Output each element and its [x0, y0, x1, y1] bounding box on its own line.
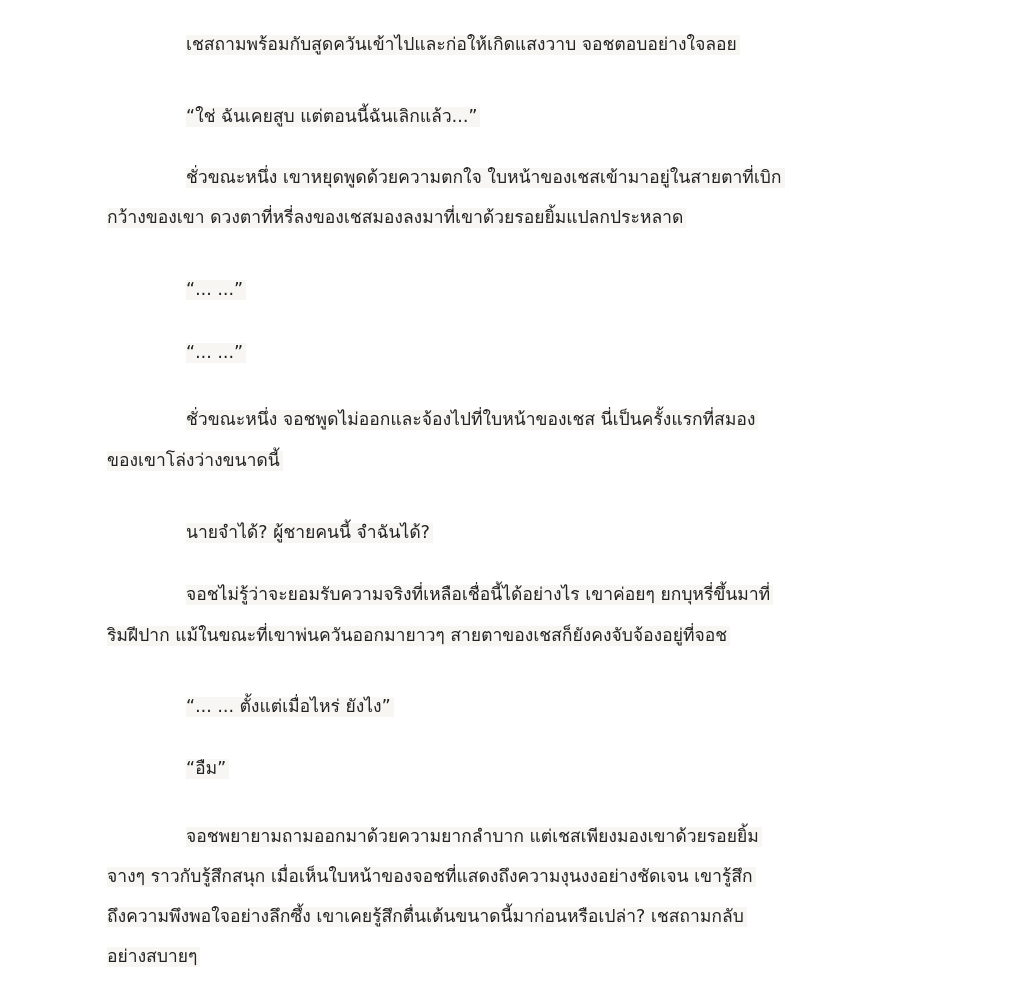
paragraph-11-line-1: จอชพยายามถามออกมาด้วยความยากลำบาก แต่เชสเพียงมองเขาด้วยรอยยิ้ม: [186, 820, 762, 854]
paragraph-6-line-2: ของเขาโล่งว่างขนาดนี้: [107, 444, 283, 478]
paragraph-8-line-1: จอชไม่รู้ว่าจะยอมรับความจริงที่เหลือเชื่อนี้ได้อย่างไร เขาค่อยๆ ยกบุหรี่ขึ้นมาที่: [186, 578, 773, 612]
paragraph-4-line-1: “... ...”: [186, 273, 246, 307]
paragraph-2-line-1: “ใช่ ฉันเคยสูบ แต่ตอนนี้ฉันเลิกแล้ว...”: [186, 100, 480, 134]
paragraph-1-line-1: เชสถามพร้อมกับสูดควันเข้าไปและก่อให้เกิดแสงวาบ จอชตอบอย่างใจลอย: [186, 28, 740, 62]
paragraph-5-line-1: “... ...”: [186, 336, 246, 370]
paragraph-3-line-1: ชั่วขณะหนึ่ง เขาหยุดพูดด้วยความตกใจ ใบหน้าของเชสเข้ามาอยู่ในสายตาที่เบิก: [186, 161, 785, 195]
paragraph-3-line-2: กว้างของเขา ดวงตาที่หรี่ลงของเชสมองลงมาที่เขาด้วยรอยยิ้มแปลกประหลาด: [107, 201, 686, 235]
paragraph-6-line-1: ชั่วขณะหนึ่ง จอชพูดไม่ออกและจ้องไปที่ใบหน้าของเชส นี่เป็นครั้งแรกที่สมอง: [186, 403, 758, 437]
paragraph-11-line-2: จางๆ ราวกับรู้สึกสนุก เมื่อเห็นใบหน้าของจอชที่แสดงถึงความงุนงงอย่างชัดเจน เขารู้สึก: [107, 860, 756, 894]
paragraph-8-line-2: ริมฝีปาก แม้ในขณะที่เขาพ่นควันออกมายาวๆ สายตาของเชสก็ยังคงจับจ้องอยู่ที่จอช: [107, 619, 730, 653]
paragraph-11-line-4: อย่างสบายๆ: [107, 940, 200, 974]
paragraph-7-line-1: นายจำได้? ผู้ชายคนนี้ จำฉันได้?: [186, 516, 433, 550]
paragraph-11-line-3: ถึงความพึงพอใจอย่างลึกซึ้ง เขาเคยรู้สึกตื่นเต้นขนาดนี้มาก่อนหรือเปล่า? เชสถามกลับ: [107, 900, 747, 934]
paragraph-9-line-1: “... ... ตั้งแต่เมื่อไหร่ ยังไง”: [186, 690, 394, 724]
paragraph-10-line-1: “อืม”: [186, 752, 229, 786]
